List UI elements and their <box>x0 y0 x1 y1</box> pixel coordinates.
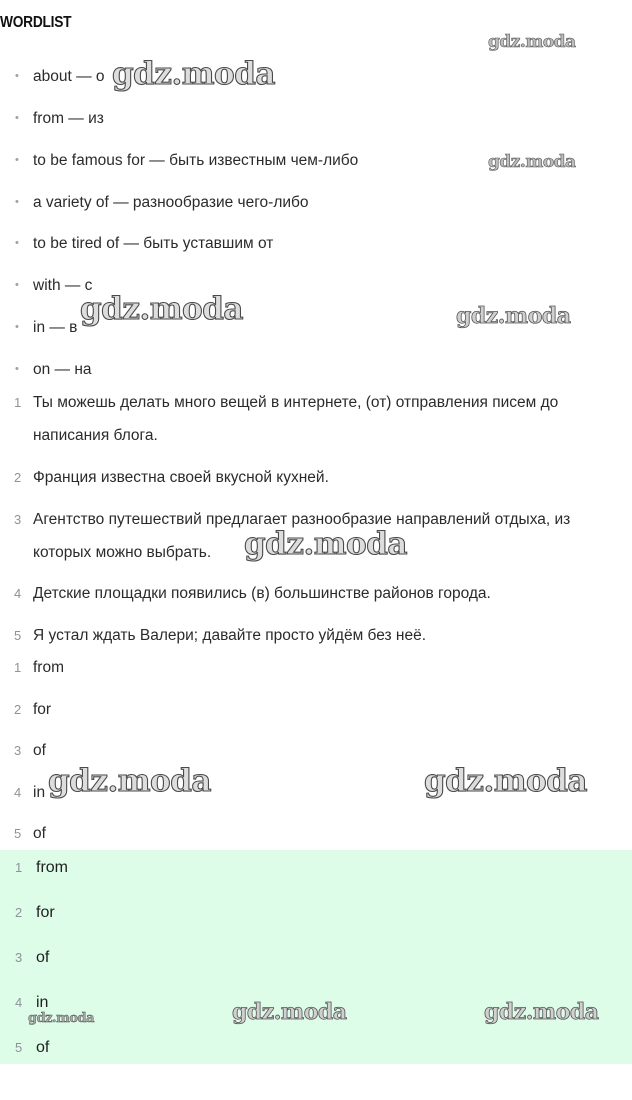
wordlist-entry: to be tired of — быть уставшим от <box>33 235 274 252</box>
answer-text: of <box>36 949 50 966</box>
wordlist-entry: about — о <box>33 68 105 85</box>
answer-text: of <box>33 742 46 759</box>
watermark: gdz.moda <box>112 56 275 92</box>
item-number: 5 <box>14 826 22 841</box>
bullet-icon: • <box>15 237 19 249</box>
item-number: 5 <box>15 1040 23 1055</box>
wordlist-entry: a variety of — разнообразие чего-либо <box>33 194 309 211</box>
item-number: 1 <box>15 860 23 875</box>
bullet-icon: • <box>15 279 19 291</box>
item-number: 3 <box>14 743 22 758</box>
sentence-text: Франция известна своей вкусной кухней. <box>33 469 329 486</box>
sentence-text: Агентство путешествий предлагает разнообразие направлений отдыха, из которых можно выбрать. <box>33 511 571 561</box>
item-number: 4 <box>14 785 22 800</box>
item-number: 5 <box>14 628 22 643</box>
item-number: 3 <box>14 512 22 527</box>
answer-text: of <box>33 825 46 842</box>
bullet-icon: • <box>15 112 19 124</box>
item-number: 4 <box>15 995 23 1010</box>
bullet-icon: • <box>15 154 19 166</box>
bullet-icon: • <box>15 363 19 375</box>
sentence-text: Ты можешь делать много вещей в интернете, (от) отправления писем до написания блога. <box>33 394 559 444</box>
answer-text: from <box>36 859 68 876</box>
page-title: WORDLIST <box>0 14 72 31</box>
watermark: gdz.moda <box>424 763 587 799</box>
bullet-icon: • <box>15 70 19 82</box>
answer-text: in <box>33 784 46 801</box>
wordlist-entry: in — в <box>33 319 78 336</box>
item-number: 2 <box>14 702 22 717</box>
sentence-text: Я устал ждать Валери; давайте просто уйдём без неё. <box>33 627 427 644</box>
answer-highlight-box <box>0 850 632 1064</box>
watermark: gdz.moda <box>80 291 243 327</box>
watermark: gdz.moda <box>28 1011 95 1026</box>
watermark: gdz.moda <box>488 152 576 172</box>
wordlist-entry: from — из <box>33 110 104 127</box>
bullet-icon: • <box>15 321 19 333</box>
item-number: 3 <box>15 950 23 965</box>
answer-text: in <box>36 994 49 1011</box>
item-number: 1 <box>14 660 22 675</box>
watermark: gdz.moda <box>48 763 211 799</box>
answer-text: from <box>33 659 64 676</box>
watermark: gdz.moda <box>488 32 576 52</box>
item-number: 1 <box>14 395 22 410</box>
watermark: gdz.moda <box>456 303 571 329</box>
answer-text: of <box>36 1039 50 1056</box>
answer-text: for <box>36 904 55 921</box>
item-number: 2 <box>14 470 22 485</box>
watermark: gdz.moda <box>232 999 347 1025</box>
item-number: 4 <box>14 586 22 601</box>
wordlist-entry: with — с <box>33 277 93 294</box>
watermark: gdz.moda <box>484 999 599 1025</box>
wordlist-entry: on — на <box>33 361 92 378</box>
wordlist-entry: to be famous for — быть известным чем-либо <box>33 152 359 169</box>
answer-text: for <box>33 701 52 718</box>
bullet-icon: • <box>15 196 19 208</box>
item-number: 2 <box>15 905 23 920</box>
sentence-text: Детские площадки появились (в) большинстве районов города. <box>33 585 491 602</box>
watermark: gdz.moda <box>244 526 407 562</box>
